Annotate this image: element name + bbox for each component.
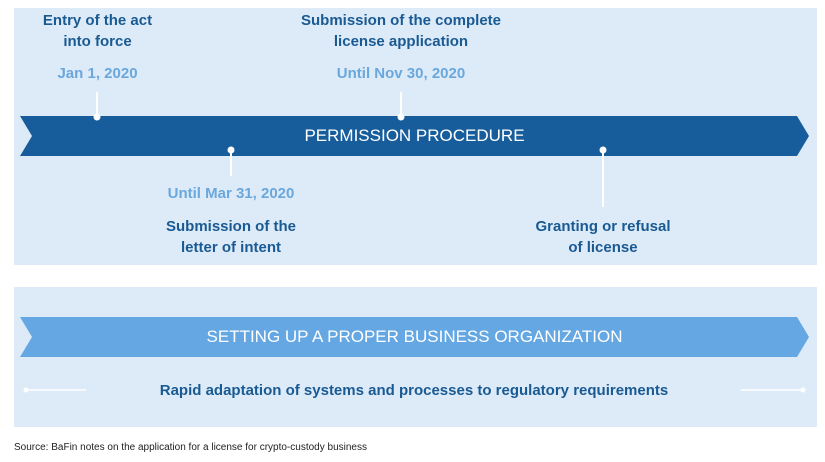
milestone-granting-line-2: of license <box>568 239 638 256</box>
note-dot-left <box>24 388 29 393</box>
milestone-letter-of-intent-date: Until Mar 31, 2020 <box>167 185 295 202</box>
milestone-complete-application-line-1: Submission of the complete <box>300 12 502 29</box>
marker-granting <box>600 147 607 154</box>
milestone-granting-line-1: Granting or refusal <box>535 218 671 235</box>
marker-letter-of-intent <box>228 147 235 154</box>
milestone-complete-application-date: Until Nov 30, 2020 <box>336 65 466 82</box>
milestone-letter-of-intent-title <box>136 216 326 258</box>
milestone-letter-of-intent-line-2: letter of intent <box>181 239 281 256</box>
marker-entry <box>94 114 101 121</box>
milestone-entry-line-2: into force <box>63 33 132 50</box>
source-caption: Source: BaFin notes on the application for a license for crypto-custody business <box>14 442 367 453</box>
organization-note: Rapid adaptation of systems and processes to regulatory requirements <box>159 382 669 399</box>
note-dot-right <box>801 388 806 393</box>
milestone-complete-application-line-2: license application <box>333 33 469 50</box>
organization-banner-label: SETTING UP A PROPER BUSINESS ORGANIZATION <box>206 327 623 346</box>
procedure-banner-label: PERMISSION PROCEDURE <box>304 126 525 145</box>
milestone-granting-title <box>508 216 698 258</box>
milestone-entry-date: Jan 1, 2020 <box>57 65 138 82</box>
marker-complete-application <box>398 114 405 121</box>
milestone-entry-title <box>20 10 175 52</box>
milestone-letter-of-intent-line-1: Submission of the <box>165 218 296 235</box>
milestone-entry-line-1: Entry of the act <box>42 12 153 29</box>
milestone-complete-application-title <box>266 10 536 52</box>
